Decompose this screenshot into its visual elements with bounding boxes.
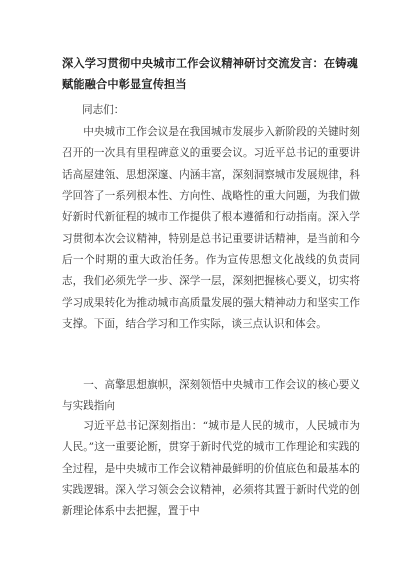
salutation: 同志们： xyxy=(82,104,125,116)
body-paragraph-intro: 中央城市工作会议是在我国城市发展步入新阶段的关键时刻召开的一次具有里程碑意义的重要会议。习近平总书记的重要讲话高屋建瓴、思想深邃、内涵丰富，深刻洞察城市发展规律，科学回答了一系列根本性、方向性、战略性的重大问题，为我们做好新时代新征程的城市工作提供了根本遵循和行动指南。深入学习贯彻本次会议精神，特别是总书记重要讲话精神，是当前和今后一个时期的重大政治任务。作为宣传思想文化战线的负责同志，我们必须先学一步、深学一层，深刻把握核心要义，切实将学习成果转化为推动城市高质量发展的强大精神动力和坚实工作支撑。下面，结合学习和工作实际，谈三点认识和体会。 xyxy=(62,126,360,331)
document-title: 深入学习贯彻中央城市工作会议精神研讨交流发言：在铸魂赋能融合中彰显宣传担当 xyxy=(62,57,358,91)
body-paragraph-section-1: 习近平总书记深刻指出：“城市是人民的城市，人民城市为人民。”这一重要论断，贯穿于新时代党的城市工作理论和实践的全过程，是中央城市工作会议精神最鲜明的价值底色和最基本的实践逻辑。深入学习领会会议精神，必须将其置于新时代党的创新理论体系中去把握，置于中 xyxy=(62,420,360,518)
section-heading-1: 一、高擎思想旗帜，深刻领悟中央城市工作会议的核心要义与实践指向 xyxy=(62,379,360,413)
